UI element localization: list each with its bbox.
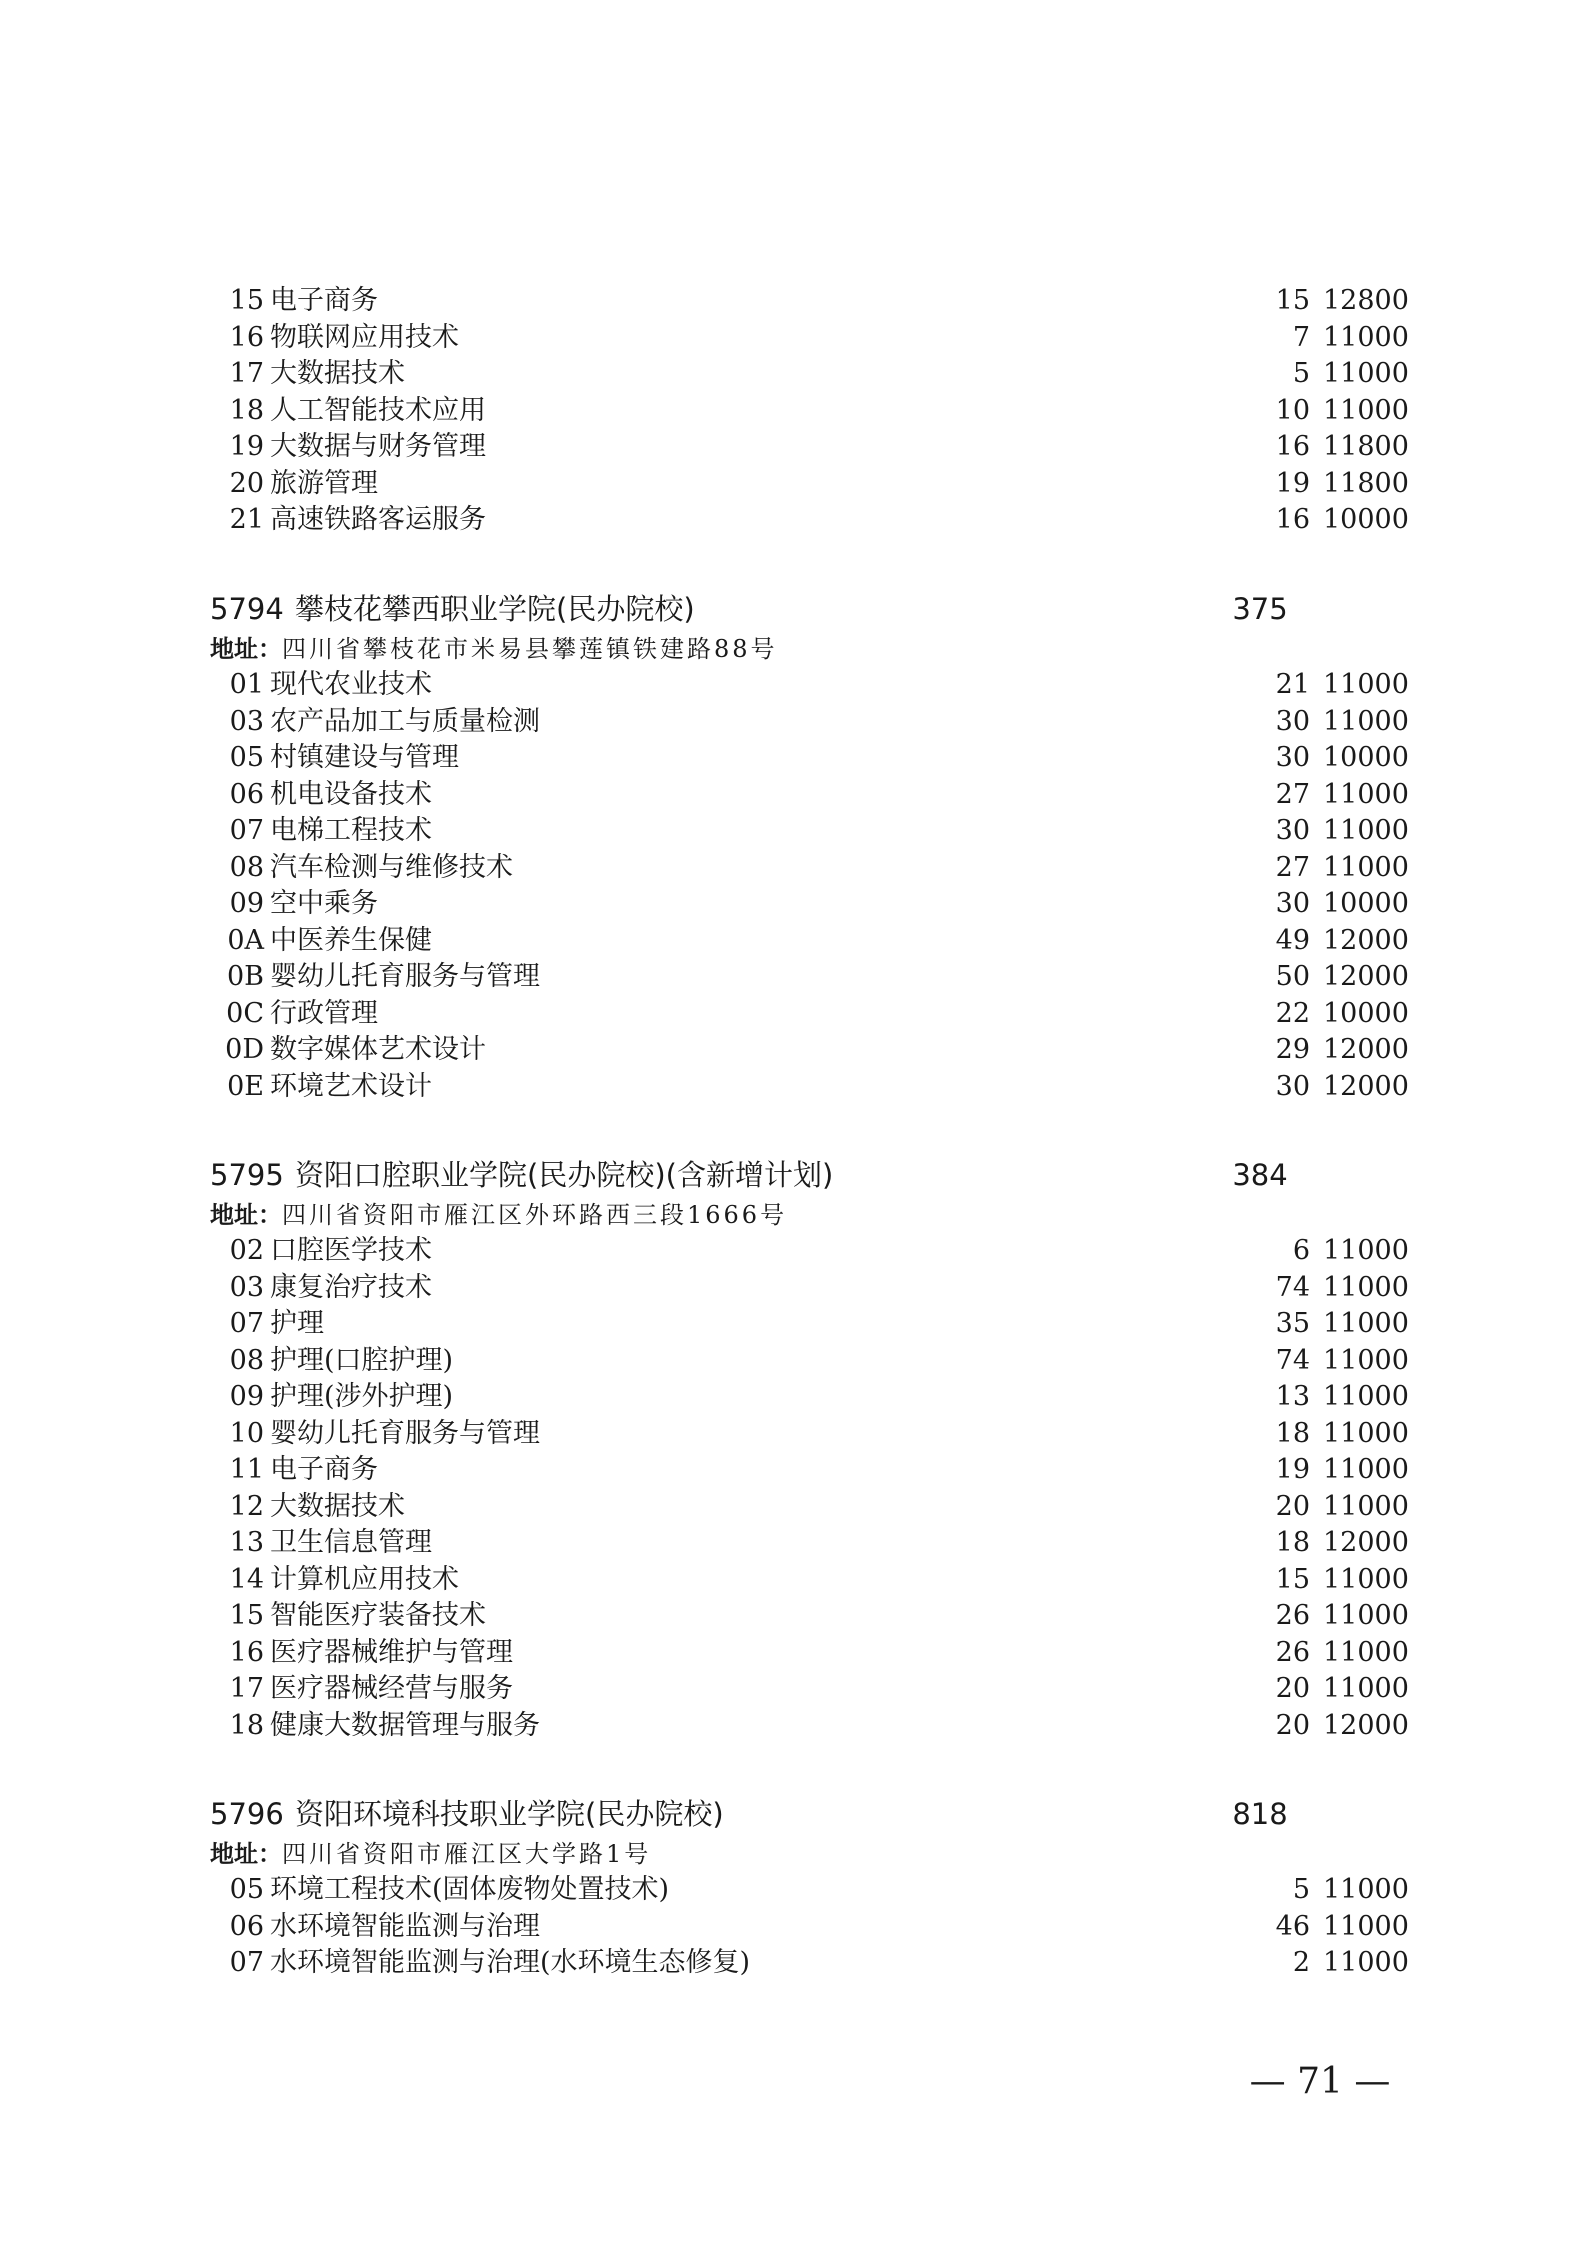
program-code: 08	[229, 1344, 264, 1376]
program-code: 09	[229, 1381, 264, 1412]
program-row	[210, 886, 1409, 923]
program-code: 05	[229, 1874, 264, 1905]
program-enrollment-count: 15	[1275, 1563, 1310, 1595]
program-enrollment-count: 20	[1275, 1709, 1310, 1741]
program-tuition-fee: 11000	[1323, 1344, 1409, 1376]
program-tuition-fee: 10000	[1323, 742, 1409, 773]
program-row	[210, 1233, 1409, 1270]
program-row	[210, 1306, 1409, 1343]
program-enrollment-count: 5	[1292, 358, 1310, 389]
program-row	[210, 320, 1409, 357]
program-name: 空中乘务	[270, 888, 378, 919]
school-address	[210, 1197, 1360, 1233]
program-tuition-fee: 10000	[1323, 997, 1409, 1029]
program-row	[210, 813, 1409, 850]
program-row	[210, 777, 1409, 814]
program-enrollment-count: 18	[1275, 1527, 1310, 1558]
program-code: 05	[229, 742, 264, 773]
school-name: 资阳口腔职业学院(民办院校)(含新增计划)	[295, 1158, 834, 1192]
address-label: 地址：	[210, 1201, 282, 1229]
program-name: 健康大数据管理与服务	[270, 1709, 540, 1741]
school-header	[210, 1153, 1360, 1197]
program-tuition-fee: 11000	[1323, 705, 1409, 737]
program-code: 16	[229, 321, 264, 353]
program-row	[210, 1708, 1409, 1745]
program-tuition-fee: 12800	[1323, 285, 1409, 316]
program-name: 村镇建设与管理	[270, 742, 459, 773]
program-enrollment-count: 5	[1292, 1874, 1310, 1905]
program-enrollment-count: 30	[1275, 1070, 1310, 1102]
program-code: 06	[229, 1910, 264, 1942]
program-tuition-fee: 11000	[1323, 851, 1409, 883]
program-tuition-fee: 11000	[1323, 394, 1409, 426]
program-code: 12	[229, 1490, 264, 1522]
program-row	[210, 996, 1409, 1033]
school-total-plan: 384	[1232, 1158, 1288, 1192]
program-name: 智能医疗装备技术	[270, 1600, 486, 1631]
program-tuition-fee: 11000	[1323, 778, 1409, 810]
program-name: 环境艺术设计	[270, 1070, 432, 1102]
school-name: 资阳环境科技职业学院(民办院校)	[295, 1797, 724, 1831]
program-enrollment-count: 10	[1275, 394, 1310, 426]
program-enrollment-count: 30	[1275, 705, 1310, 737]
school-section-5795	[210, 1153, 1409, 1744]
program-tuition-fee: 11000	[1323, 358, 1409, 389]
program-enrollment-count: 16	[1275, 504, 1310, 535]
program-name: 现代农业技术	[270, 669, 432, 700]
program-code: 08	[229, 851, 264, 883]
program-row	[210, 1452, 1409, 1489]
program-enrollment-count: 21	[1275, 669, 1310, 700]
program-name: 卫生信息管理	[270, 1527, 432, 1558]
school-header	[210, 1792, 1360, 1836]
program-code: 0E	[227, 1070, 264, 1102]
program-name: 医疗器械经营与服务	[270, 1673, 513, 1704]
program-code: 07	[229, 1308, 264, 1339]
program-code: 21	[229, 504, 264, 535]
program-code: 15	[229, 285, 264, 316]
school-total-plan: 375	[1232, 592, 1288, 626]
program-enrollment-count: 19	[1275, 1454, 1310, 1485]
program-tuition-fee: 11000	[1323, 1563, 1409, 1595]
address-text: 四川省攀枝花市米易县攀莲镇铁建路88号	[282, 635, 778, 663]
program-code: 09	[229, 888, 264, 919]
program-code: 11	[229, 1454, 264, 1485]
program-name: 婴幼儿托育服务与管理	[270, 1417, 540, 1449]
program-name: 物联网应用技术	[270, 321, 459, 353]
program-tuition-fee: 11000	[1323, 669, 1409, 700]
program-enrollment-count: 30	[1275, 815, 1310, 846]
program-enrollment-count: 74	[1275, 1344, 1310, 1376]
program-row	[210, 1945, 1409, 1982]
program-name: 医疗器械维护与管理	[270, 1636, 513, 1668]
program-tuition-fee: 12000	[1323, 924, 1409, 956]
program-enrollment-count: 29	[1275, 1034, 1310, 1065]
school-address	[210, 631, 1360, 667]
program-name: 农产品加工与质量检测	[270, 705, 540, 737]
program-enrollment-count: 22	[1275, 997, 1310, 1029]
program-enrollment-count: 30	[1275, 888, 1310, 919]
program-name: 计算机应用技术	[270, 1563, 459, 1595]
program-row	[210, 740, 1409, 777]
program-tuition-fee: 11000	[1323, 1600, 1409, 1631]
program-code: 0C	[226, 997, 264, 1029]
program-enrollment-count: 20	[1275, 1673, 1310, 1704]
program-tuition-fee: 11000	[1323, 1947, 1409, 1978]
address-label: 地址：	[210, 635, 282, 663]
program-name: 汽车检测与维修技术	[270, 851, 513, 883]
school-name: 攀枝花攀西职业学院(民办院校)	[295, 592, 695, 626]
program-name: 数字媒体艺术设计	[270, 1034, 486, 1065]
program-row	[210, 466, 1409, 503]
program-name: 高速铁路客运服务	[270, 504, 486, 535]
program-name: 康复治疗技术	[270, 1271, 432, 1303]
program-enrollment-count: 20	[1275, 1490, 1310, 1522]
program-code: 0A	[227, 924, 264, 956]
program-code: 01	[229, 669, 264, 700]
address-text: 四川省资阳市雁江区大学路1号	[282, 1840, 652, 1868]
program-code: 0B	[226, 961, 264, 992]
program-row	[210, 923, 1409, 960]
program-enrollment-count: 13	[1275, 1381, 1310, 1412]
program-enrollment-count: 35	[1275, 1308, 1310, 1339]
program-name: 旅游管理	[270, 467, 378, 499]
program-tuition-fee: 11000	[1323, 1417, 1409, 1449]
program-code: 03	[229, 1271, 264, 1303]
program-enrollment-count: 26	[1275, 1636, 1310, 1668]
program-row	[210, 1343, 1409, 1380]
address-label: 地址：	[210, 1840, 282, 1868]
program-enrollment-count: 46	[1275, 1910, 1310, 1942]
program-name: 护理(涉外护理)	[270, 1381, 454, 1412]
program-code: 06	[229, 778, 264, 810]
program-tuition-fee: 11000	[1323, 1636, 1409, 1668]
program-tuition-fee: 11000	[1323, 1910, 1409, 1942]
school-code: 5795	[210, 1158, 284, 1192]
program-row	[210, 850, 1409, 887]
program-name: 人工智能技术应用	[270, 394, 486, 426]
program-row	[210, 1489, 1409, 1526]
program-tuition-fee: 10000	[1323, 888, 1409, 919]
program-code: 18	[229, 394, 264, 426]
program-name: 电子商务	[270, 1454, 378, 1485]
program-code: 14	[229, 1563, 264, 1595]
program-name: 护理	[270, 1308, 324, 1339]
program-enrollment-count: 27	[1275, 851, 1310, 883]
program-name: 电梯工程技术	[270, 815, 432, 846]
program-code: 13	[229, 1527, 264, 1558]
program-code: 20	[229, 467, 264, 499]
program-enrollment-count: 30	[1275, 742, 1310, 773]
program-code: 07	[229, 1947, 264, 1978]
program-enrollment-count: 16	[1275, 431, 1310, 462]
program-tuition-fee: 11000	[1323, 1490, 1409, 1522]
program-code: 0D	[225, 1034, 264, 1065]
program-row	[210, 704, 1409, 741]
program-tuition-fee: 11000	[1323, 1874, 1409, 1905]
program-code: 17	[229, 358, 264, 389]
program-name: 机电设备技术	[270, 778, 432, 810]
program-tuition-fee: 11000	[1323, 321, 1409, 353]
program-code: 03	[229, 705, 264, 737]
program-tuition-fee: 12000	[1323, 961, 1409, 992]
program-row	[210, 502, 1409, 539]
page-number: — 71 —	[1249, 2061, 1391, 2102]
program-enrollment-count: 26	[1275, 1600, 1310, 1631]
program-code: 02	[229, 1235, 264, 1266]
program-code: 18	[229, 1709, 264, 1741]
program-row	[210, 1270, 1409, 1307]
program-code: 16	[229, 1636, 264, 1668]
program-enrollment-count: 7	[1292, 321, 1310, 353]
program-tuition-fee: 11000	[1323, 1673, 1409, 1704]
program-name: 护理(口腔护理)	[270, 1344, 454, 1376]
program-tuition-fee: 12000	[1323, 1034, 1409, 1065]
program-enrollment-count: 15	[1275, 285, 1310, 316]
program-tuition-fee: 12000	[1323, 1709, 1409, 1741]
school-section-5796	[210, 1792, 1409, 1982]
program-tuition-fee: 11800	[1323, 467, 1409, 499]
program-list-continued	[210, 283, 1409, 539]
program-row	[210, 1416, 1409, 1453]
program-name: 行政管理	[270, 997, 378, 1029]
program-row	[210, 393, 1409, 430]
program-name: 电子商务	[270, 285, 378, 316]
address-text: 四川省资阳市雁江区外环路西三段1666号	[282, 1201, 788, 1229]
program-name: 水环境智能监测与治理(水环境生态修复)	[270, 1947, 751, 1978]
school-code: 5796	[210, 1797, 284, 1831]
program-row	[210, 356, 1409, 393]
program-tuition-fee: 10000	[1323, 504, 1409, 535]
program-row	[210, 1635, 1409, 1672]
school-code: 5794	[210, 592, 284, 626]
program-enrollment-count: 18	[1275, 1417, 1310, 1449]
program-row	[210, 1032, 1409, 1069]
program-tuition-fee: 12000	[1323, 1527, 1409, 1558]
program-row	[210, 429, 1409, 466]
program-tuition-fee: 12000	[1323, 1070, 1409, 1102]
program-name: 环境工程技术(固体废物处置技术)	[270, 1874, 670, 1905]
program-row	[210, 1872, 1409, 1909]
program-tuition-fee: 11000	[1323, 815, 1409, 846]
program-enrollment-count: 27	[1275, 778, 1310, 810]
school-total-plan: 818	[1232, 1797, 1288, 1831]
program-enrollment-count: 6	[1292, 1235, 1310, 1266]
program-code: 07	[229, 815, 264, 846]
program-row	[210, 283, 1409, 320]
program-name: 大数据与财务管理	[270, 431, 486, 462]
program-row	[210, 667, 1409, 704]
program-name: 口腔医学技术	[270, 1235, 432, 1266]
program-name: 水环境智能监测与治理	[270, 1910, 540, 1942]
program-code: 10	[229, 1417, 264, 1449]
program-enrollment-count: 2	[1292, 1947, 1310, 1978]
program-name: 中医养生保健	[270, 924, 432, 956]
program-tuition-fee: 11000	[1323, 1454, 1409, 1485]
program-row	[210, 1671, 1409, 1708]
program-tuition-fee: 11000	[1323, 1235, 1409, 1266]
program-name: 大数据技术	[270, 358, 405, 389]
school-address	[210, 1836, 1360, 1872]
program-enrollment-count: 74	[1275, 1271, 1310, 1303]
program-code: 17	[229, 1673, 264, 1704]
program-row	[210, 1379, 1409, 1416]
program-name: 大数据技术	[270, 1490, 405, 1522]
program-tuition-fee: 11000	[1323, 1308, 1409, 1339]
program-row	[210, 959, 1409, 996]
program-tuition-fee: 11000	[1323, 1271, 1409, 1303]
program-enrollment-count: 19	[1275, 467, 1310, 499]
program-tuition-fee: 11000	[1323, 1381, 1409, 1412]
program-code: 15	[229, 1600, 264, 1631]
program-row	[210, 1069, 1409, 1106]
program-enrollment-count: 50	[1275, 961, 1310, 992]
program-tuition-fee: 11800	[1323, 431, 1409, 462]
program-row	[210, 1598, 1409, 1635]
program-code: 19	[229, 431, 264, 462]
program-name: 婴幼儿托育服务与管理	[270, 961, 540, 992]
program-enrollment-count: 49	[1275, 924, 1310, 956]
program-row	[210, 1562, 1409, 1599]
school-section-5794	[210, 587, 1409, 1105]
school-header	[210, 587, 1360, 631]
program-row	[210, 1909, 1409, 1946]
program-row	[210, 1525, 1409, 1562]
